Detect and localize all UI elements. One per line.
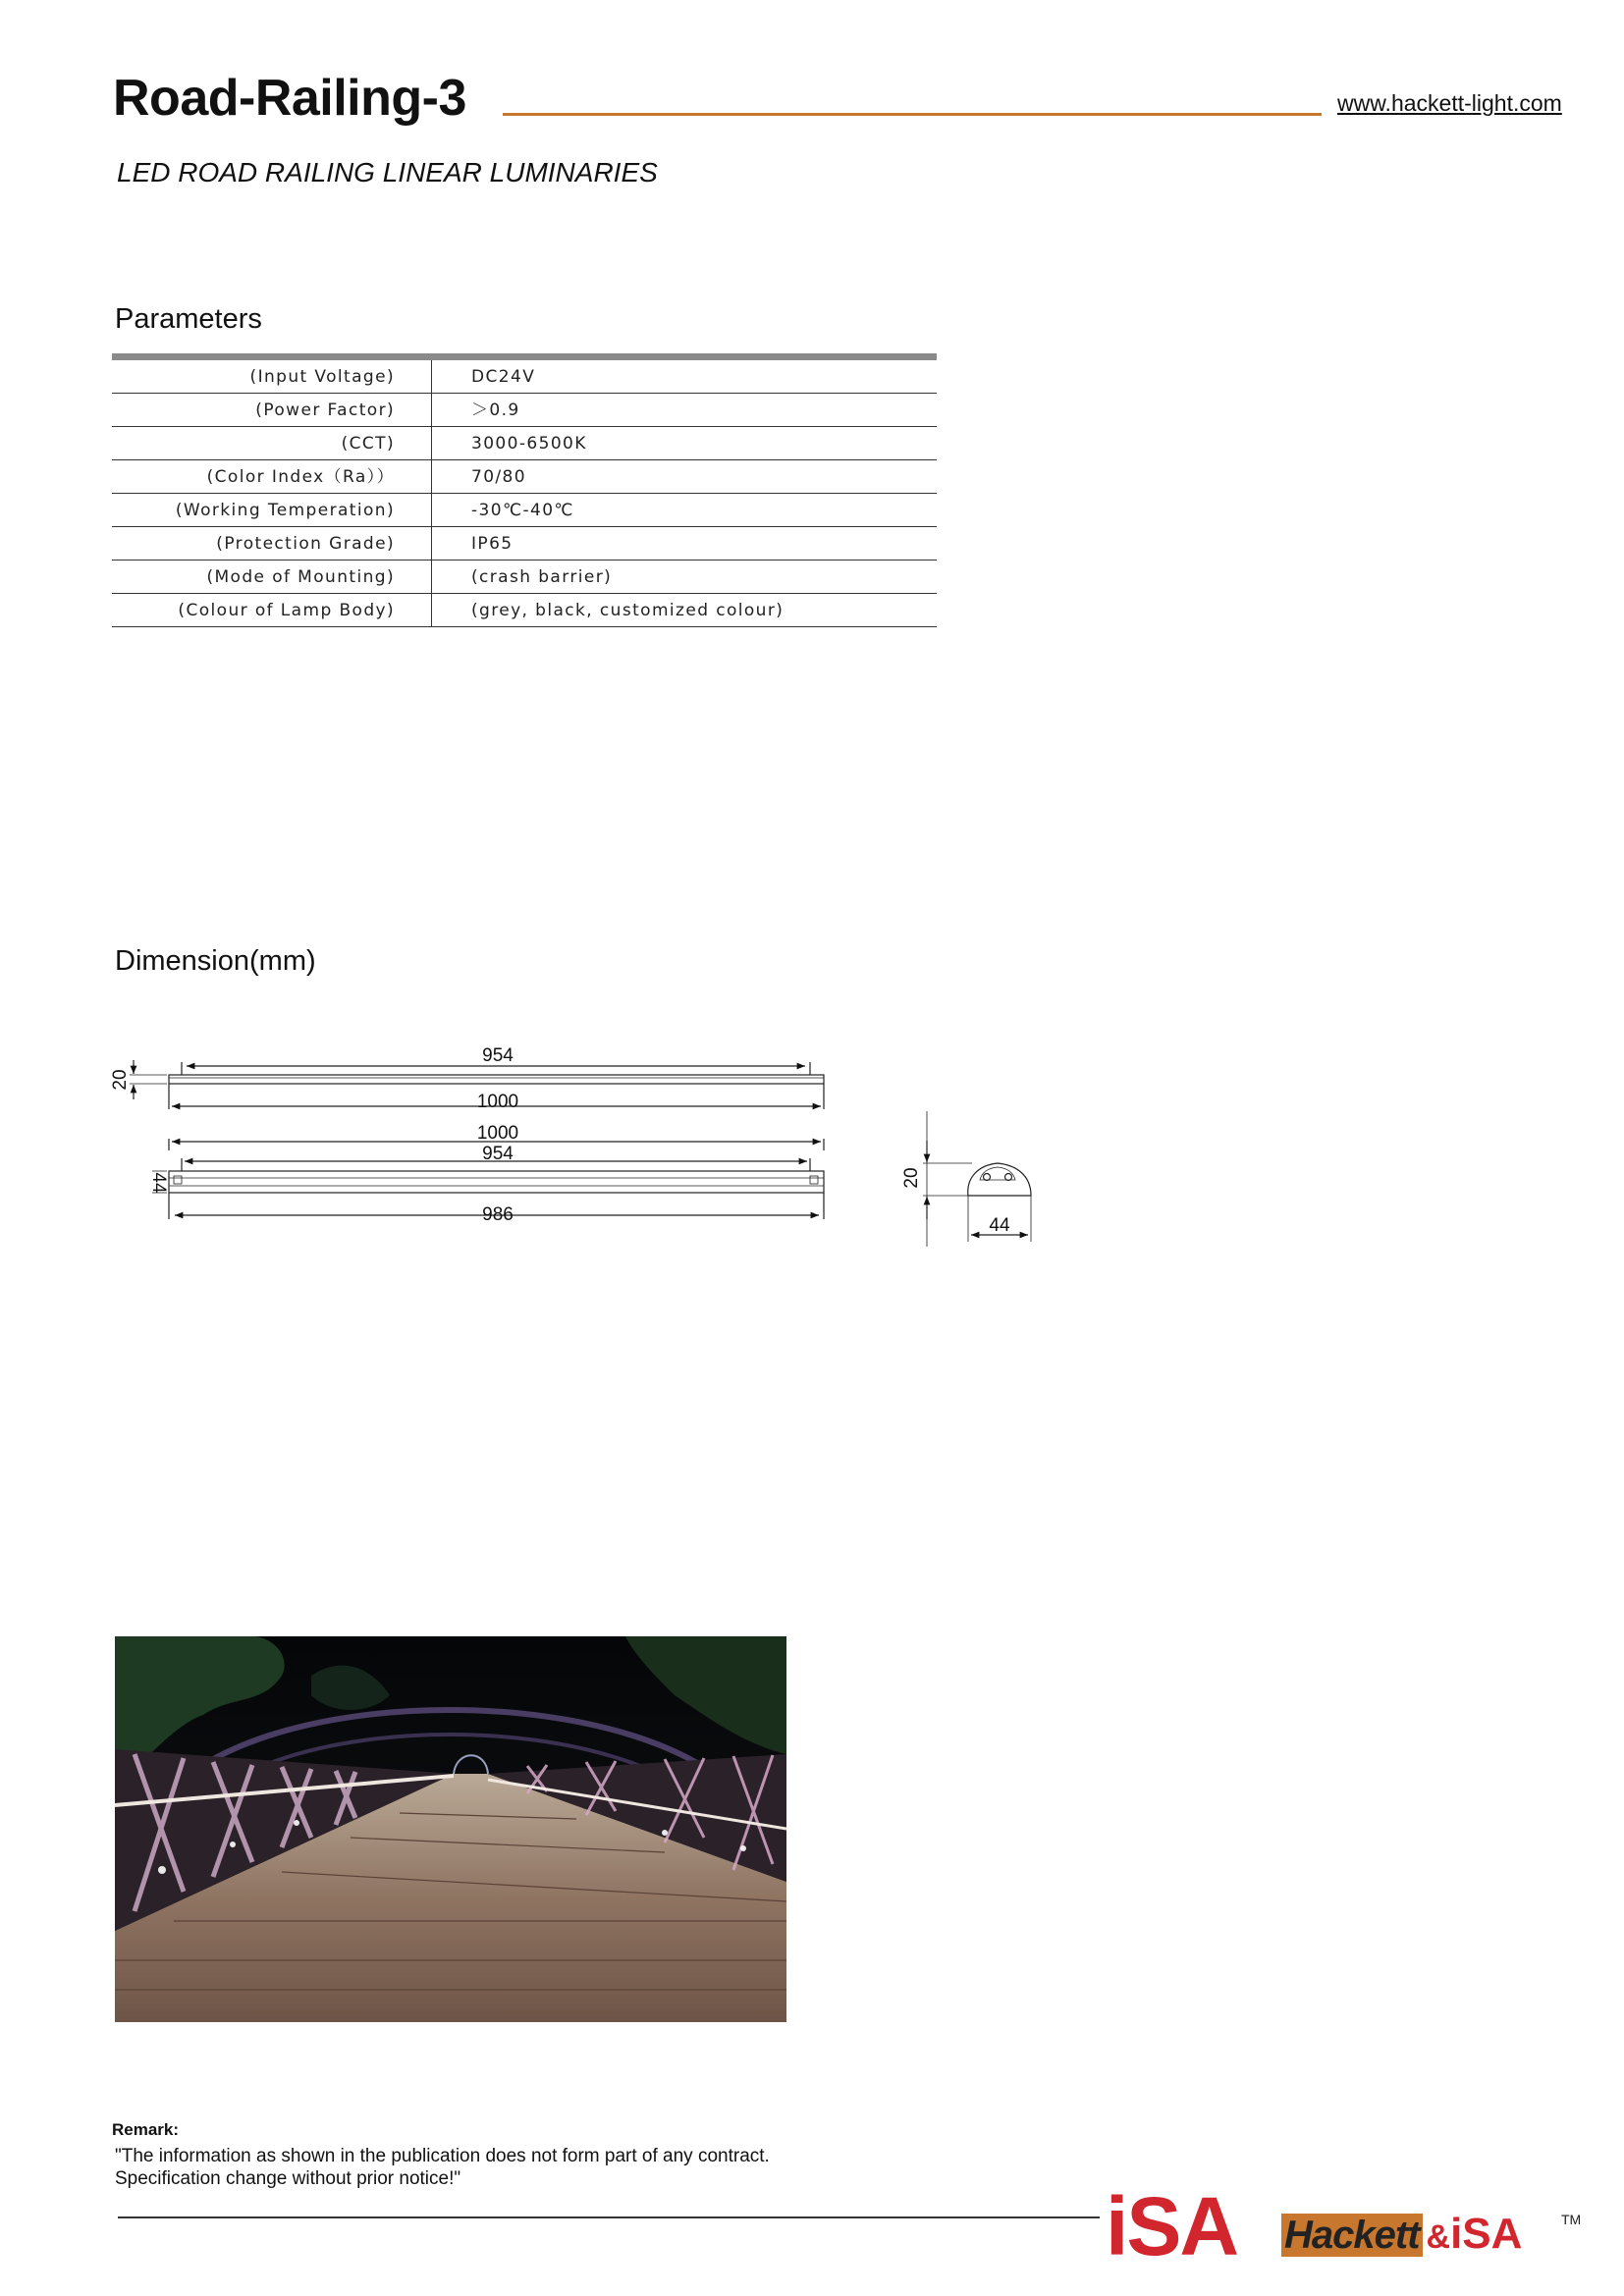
parameters-heading: Parameters <box>115 303 262 335</box>
dimensions-heading: Dimension(mm) <box>115 945 316 977</box>
hackett-isa-logo <box>1281 2210 1523 2258</box>
trademark-mark: TM <box>1561 2212 1582 2227</box>
dim-top-1000: 1000 <box>476 1092 519 1112</box>
table-top-bar <box>112 353 937 360</box>
page-title: Road-Railing-3 <box>113 70 466 127</box>
param-label: (Color Index（Ra）） <box>112 460 432 494</box>
hackett-isa-wordmark: iSA <box>1450 2210 1523 2258</box>
hackett-wordmark: Hackett <box>1281 2214 1423 2257</box>
footer-rule <box>118 2216 1100 2218</box>
title-rule <box>503 113 1322 116</box>
table-row <box>112 494 937 527</box>
table-row <box>112 594 937 627</box>
dimension-drawing <box>108 1031 1051 1286</box>
section-view <box>923 1111 1031 1247</box>
table-row <box>112 460 937 494</box>
dim-side-986: 986 <box>482 1204 514 1225</box>
remark-heading: Remark: <box>112 2120 180 2139</box>
dim-side-954: 954 <box>482 1144 514 1164</box>
table-row <box>112 360 937 394</box>
page-subtitle: LED ROAD RAILING LINEAR LUMINARIES <box>117 157 658 187</box>
param-value: DC24V <box>471 367 536 387</box>
param-value: (grey, black, customized colour) <box>471 601 785 620</box>
param-value: 70/80 <box>471 467 526 487</box>
param-label: (Protection Grade) <box>112 527 432 561</box>
dim-top-954: 954 <box>482 1045 514 1066</box>
param-value: ＞0.9 <box>471 400 520 420</box>
param-value: -30℃-40℃ <box>471 501 574 520</box>
remark-text-line1: "The information as shown in the publication does not form part of any contract. <box>115 2146 770 2166</box>
param-label: (Power Factor) <box>112 394 432 427</box>
website-link[interactable]: www.hackett-light.com <box>1337 90 1562 116</box>
dim-section-20: 20 <box>901 1167 922 1189</box>
dim-side-1000: 1000 <box>476 1123 519 1144</box>
hackett-amp: & <box>1426 2218 1451 2256</box>
remark-text-line2: Specification change without prior notice!" <box>115 2168 461 2189</box>
param-label: (Mode of Mounting) <box>112 561 432 594</box>
dim-top-20: 20 <box>110 1069 131 1091</box>
table-row <box>112 527 937 561</box>
dim-side-44: 44 <box>148 1172 169 1194</box>
param-label: (CCT) <box>112 427 432 460</box>
table-row <box>112 394 937 427</box>
param-label: (Input Voltage) <box>112 360 432 394</box>
param-label: (Working Temperation) <box>112 494 432 527</box>
param-value: IP65 <box>471 534 514 554</box>
dim-section-44: 44 <box>989 1215 1010 1236</box>
parameters-table <box>112 353 937 627</box>
param-value: (crash barrier) <box>471 567 613 587</box>
param-value: 3000-6500K <box>471 434 587 454</box>
bridge-photo <box>115 1636 786 2022</box>
param-label: (Colour of Lamp Body) <box>112 594 432 627</box>
table-row <box>112 561 937 594</box>
table-row <box>112 427 937 460</box>
isa-logo: iSA <box>1106 2180 1238 2272</box>
